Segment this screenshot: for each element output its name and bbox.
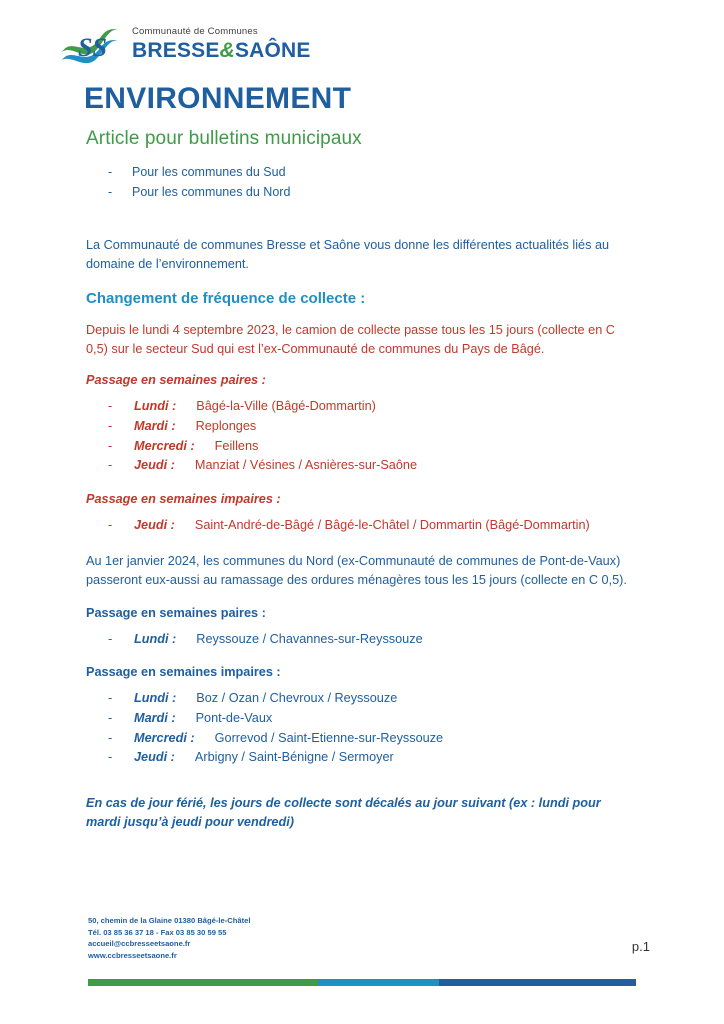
list-item [108,516,638,536]
dash-bullet: - [108,691,113,706]
logo-text [132,27,311,61]
list-item [108,630,638,650]
day-label: Lundi : [134,691,177,706]
dash-bullet: - [108,730,113,745]
day-label: Mardi : [134,711,176,726]
footer-bar-dark-blue [439,979,636,986]
footer-bar-blue [318,979,439,986]
footer-color-bar [88,979,636,986]
list-item [108,417,638,437]
list-item [108,437,638,457]
list-item [108,729,638,749]
list-item [108,185,290,199]
list-nord-impaires [86,689,638,768]
page-title: ENVIRONNEMENT [84,82,352,115]
list-item [108,456,638,476]
list-item [108,397,638,417]
dash-bullet: - [108,458,113,473]
svg-text:SS: SS [78,33,107,62]
day-label: Jeudi : [134,517,175,532]
dash-bullet: - [108,185,113,199]
document-body [86,236,638,832]
wave-logo-icon [60,22,122,66]
day-label: Mercredi : [134,438,195,453]
subheading-sud-impaires: Passage en semaines impaires : [86,491,281,506]
day-label: Mercredi : [134,730,195,745]
dash-bullet: - [108,631,113,646]
closing-note: En cas de jour férié, les jours de collecte sont décalés au jour suivant (ex : lundi pour mardi jusqu’à jeudi pour vendredi) [86,796,601,830]
list-nord-paires [86,630,638,650]
section-heading-frequence: Changement de fréquence de collecte : [86,290,366,308]
footer-address: 50, chemin de la Glaine 01380 Bâgé-le-Châtel [88,915,251,925]
dash-bullet: - [108,711,113,726]
list-item [108,748,638,768]
day-places: Saint-André-de-Bâgé / Bâgé-le-Châtel / Dommartin (Bâgé-Dommartin) [194,517,590,532]
dash-bullet: - [108,517,113,532]
dash-bullet: - [108,399,113,414]
intro-paragraph: La Communauté de communes Bresse et Saône vous donne les différentes actualités liés au domaine de l’environnement. [86,238,610,272]
logo-bresse: BRESSE [132,38,220,62]
day-label: Lundi : [134,631,177,646]
day-places: Manziat / Vésines / Asnières-sur-Saône [194,458,418,473]
dash-bullet: - [108,438,113,453]
subheading-nord-paires: Passage en semaines paires : [86,605,266,620]
toc-item-nord: Pour les communes du Nord [132,185,291,199]
table-of-contents [108,165,290,205]
page-number: p.1 [631,939,650,954]
footer-bar-green [88,979,318,986]
logo-main-line [132,40,311,61]
paragraph-sud: Depuis le lundi 4 septembre 2023, le camion de collecte passe tous les 15 jours (collecte en C 0,5) sur le secteur Sud qui est l’ex-Communauté de communes du Pays de Bâgé. [86,323,615,357]
day-label: Jeudi : [134,458,175,473]
footer-contact [88,915,251,962]
day-label: Jeudi : [134,750,175,765]
day-places: Bâgé-la-Ville (Bâgé-Dommartin) [196,399,376,414]
dash-bullet: - [108,165,113,179]
day-label: Lundi : [134,399,177,414]
logo-ampersand: & [219,38,235,62]
dash-bullet: - [108,418,113,433]
subheading-nord-impaires: Passage en semaines impaires : [86,665,281,680]
list-sud-paires [86,397,638,476]
paragraph-nord: Au 1er janvier 2024, les communes du Nord (ex-Communauté de communes de Pont-de-Vaux) passeront eux-aussi au ramassage des ordures ménagères tous les 15 jours (collecte en C 0,5). [86,553,627,587]
day-places: Arbigny / Saint-Bénigne / Sermoyer [194,750,394,765]
day-places: Reyssouze / Chavannes-sur-Reyssouze [196,631,423,646]
day-places: Boz / Ozan / Chevroux / Reyssouze [196,691,398,706]
list-item [108,165,290,179]
day-places: Feillens [214,438,259,453]
subheading-sud-paires: Passage en semaines paires : [86,373,266,388]
logo [60,22,311,66]
dash-bullet: - [108,750,113,765]
day-places: Pont-de-Vaux [195,711,273,726]
list-sud-impaires [86,516,638,536]
logo-top-line: Communauté de Communes [132,26,258,38]
footer-phone: Tél. 03 85 36 37 18 - Fax 03 85 30 59 55 [88,927,227,937]
footer-email[interactable]: accueil@ccbresseetsaone.fr [88,939,191,949]
day-places: Gorrevod / Saint-Etienne-sur-Reyssouze [214,730,444,745]
toc-item-sud: Pour les communes du Sud [132,165,286,179]
list-item [108,689,638,709]
footer-website[interactable]: www.ccbresseetsaone.fr [88,951,177,961]
logo-saone: SAÔNE [234,38,311,62]
page-subtitle: Article pour bulletins municipaux [86,128,362,149]
day-places: Replonges [195,418,257,433]
day-label: Mardi : [134,418,176,433]
list-item [108,709,638,729]
